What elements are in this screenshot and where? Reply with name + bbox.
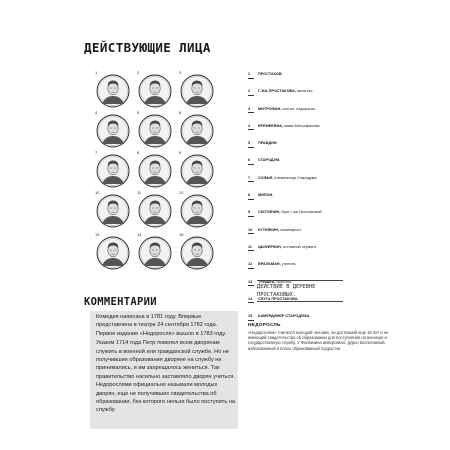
- portrait-number: 6: [179, 110, 182, 115]
- portrait-1: [95, 70, 130, 108]
- cast-item: [248, 71, 398, 88]
- portrait-engraving: [96, 74, 130, 108]
- cast-description: племянница Стародума.: [273, 175, 318, 180]
- portrait-number: 4: [95, 110, 98, 115]
- cast-name: СТАРОДУМ.: [258, 158, 281, 163]
- cast-item: [248, 123, 398, 140]
- cast-name-line: [258, 107, 316, 112]
- portrait-engraving: [180, 236, 214, 270]
- portrait-4: [95, 110, 130, 148]
- cast-number: 9: [248, 210, 255, 215]
- cast-name-line: [258, 124, 321, 129]
- cast-item: [248, 157, 398, 174]
- cast-number: 6: [248, 158, 255, 163]
- cast-description: жена его.: [295, 89, 314, 94]
- cast-item: [248, 261, 398, 278]
- cast-description: мама Митрофанова.: [283, 123, 321, 128]
- portrait-number: 7: [95, 150, 98, 155]
- portrait-engraving: [96, 114, 130, 148]
- cast-name: СКОТИНИН,: [258, 210, 281, 215]
- cast-name: ТРИШКА,: [258, 279, 276, 284]
- cast-number: 1: [248, 72, 255, 77]
- cast-description: сын их, недоросль.: [281, 106, 317, 111]
- cast-name: КАМЕРДИНЕР СТАРОДУМА.: [258, 314, 311, 319]
- cast-name: МИТРОФАН,: [258, 106, 282, 111]
- note-text: «Недорослем» считался молодой человек, не достигший еще 16 лет и не имеющий свидетельства об образовании для поступления на военную и государственную службу. У Фонвизина инверсивно: дурно воспитанный, избалованный и плохо образованный подросток.: [248, 330, 389, 351]
- cast-item: [248, 192, 398, 209]
- cast-name-line: [258, 158, 280, 163]
- cast-number: 7: [248, 176, 255, 181]
- cast-name-line: [258, 228, 302, 233]
- cast-number: 11: [248, 245, 255, 250]
- cast-name: ЕРЕМЕЕВНА,: [258, 123, 284, 128]
- portrait-3: [179, 70, 214, 108]
- portrait-9: [179, 150, 214, 188]
- cast-name: СЛУГА ПРОСТАКОВА.: [258, 296, 299, 301]
- portrait-engraving: [96, 194, 130, 228]
- portrait-15: [179, 232, 214, 270]
- cast-name-line: [258, 72, 283, 77]
- portrait-engraving: [96, 236, 130, 270]
- portrait-number: 2: [137, 70, 140, 75]
- cast-item: [248, 140, 398, 157]
- portrait-grid: [95, 70, 226, 272]
- portrait-engraving: [138, 114, 172, 148]
- portrait-number: 3: [179, 70, 182, 75]
- portrait-number: 12: [179, 190, 184, 195]
- setting-bottom-rule: [257, 301, 343, 302]
- portrait-7: [95, 150, 130, 188]
- portrait-engraving: [180, 154, 214, 188]
- cast-item: [248, 88, 398, 105]
- comments-paragraph-2: Указом 1714 года Петр повелел всем дворянам служить в военной или гражданской службе. Но не получившие образования дворяне на службу не принимались, и им запрещалось жениться. Так правительство насильно заставляло дворян учиться. Недорослями официально называли молодых дворян, еще не получивших свидетельства об образовании, без которого нельзя было поступить на службу.: [96, 340, 236, 414]
- cast-name-line: [258, 245, 317, 250]
- cast-item: [248, 227, 398, 244]
- portrait-2: [137, 70, 172, 108]
- cast-name-line: [258, 262, 297, 267]
- cast-number: 5: [248, 141, 255, 146]
- cast-name: СОФЬЯ,: [258, 175, 274, 180]
- cast-name-line: [258, 193, 273, 198]
- cast-description: брат г-жи Простаковой.: [280, 210, 323, 215]
- portrait-engraving: [180, 74, 214, 108]
- portrait-number: 14: [137, 232, 142, 237]
- cast-description: учитель.: [280, 262, 297, 267]
- cast-number: 10: [248, 228, 255, 233]
- cast-name: ЦЫФИРКИН,: [258, 244, 282, 249]
- cast-item: [248, 244, 398, 261]
- portrait-number: 10: [95, 190, 100, 195]
- setting-top-rule: [257, 280, 343, 281]
- portrait-number: 1: [95, 70, 98, 75]
- cast-name-line: [258, 89, 313, 94]
- portrait-number: 5: [137, 110, 140, 115]
- cast-name: ПРОСТАКОВ.: [258, 72, 283, 76]
- cast-name-line: [258, 210, 323, 215]
- portrait-13: [95, 232, 130, 270]
- portrait-number: 9: [179, 150, 182, 155]
- portrait-engraving: [138, 194, 172, 228]
- portrait-11: [137, 190, 172, 228]
- portrait-engraving: [138, 154, 172, 188]
- portrait-12: [179, 190, 214, 228]
- cast-name: Г-ЖА ПРОСТАКОВА,: [258, 89, 296, 94]
- cast-description: семинарист.: [279, 227, 302, 232]
- cast-number: 8: [248, 193, 255, 198]
- portrait-number: 15: [179, 232, 184, 237]
- cast-number: 4: [248, 124, 255, 129]
- portrait-number: 8: [137, 150, 140, 155]
- portrait-5: [137, 110, 172, 148]
- portrait-10: [95, 190, 130, 228]
- cast-number: 14: [248, 297, 255, 302]
- cast-name-line: [258, 314, 310, 319]
- portrait-number: 11: [137, 190, 142, 195]
- portrait-engraving: [96, 154, 130, 188]
- cast-name: ПРАВДИН.: [258, 141, 278, 146]
- cast-number: 12: [248, 262, 255, 267]
- cast-number: 13: [248, 280, 255, 285]
- cast-name-line: [258, 141, 278, 146]
- comments-paragraph-1: Комедия написана в 1781 году. Впервые представлена в театре 24 сентября 1782 года. Первое издание «Недоросля» вышло в 1783 году.: [96, 314, 227, 337]
- cast-description: портной.: [275, 279, 292, 284]
- cast-name: ВРАЛЬМАН,: [258, 262, 281, 267]
- cast-name-line: [258, 176, 318, 181]
- portrait-14: [137, 232, 172, 270]
- cast-description: отставной сержант.: [281, 244, 317, 249]
- page-title: ДЕЙСТВУЮЩИЕ ЛИЦА: [84, 40, 211, 55]
- cast-name: КУТЕЙКИН,: [258, 227, 280, 232]
- note-title: НЕДОРОСЛЬ: [248, 323, 281, 328]
- portrait-engraving: [138, 74, 172, 108]
- portrait-engraving: [180, 114, 214, 148]
- portrait-8: [137, 150, 172, 188]
- portrait-number: 13: [95, 232, 100, 237]
- portrait-6: [179, 110, 214, 148]
- cast-number: 3: [248, 107, 255, 112]
- portrait-engraving: [180, 194, 214, 228]
- cast-name: МИЛОН.: [258, 193, 274, 198]
- cast-item: [248, 106, 398, 123]
- cast-number: 15: [248, 314, 255, 319]
- comments-title: КОММЕНТАРИИ: [84, 296, 157, 308]
- cast-item: [248, 209, 398, 226]
- cast-number: 2: [248, 89, 255, 94]
- setting-text: ДЕЙСТВИЕ В ДЕРЕВНЕ ПРОСТАКОВЫХ.: [257, 284, 316, 298]
- comments-body: [96, 313, 238, 416]
- portrait-engraving: [138, 236, 172, 270]
- cast-item: [248, 175, 398, 192]
